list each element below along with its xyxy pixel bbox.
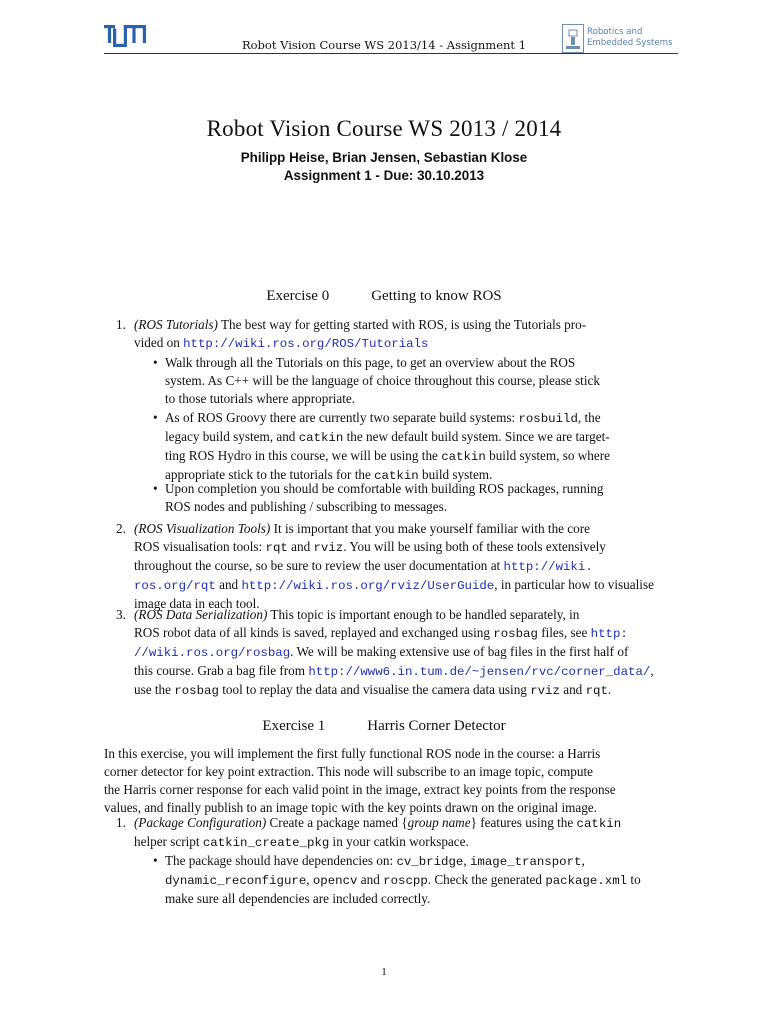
ex1-intro-line4: values, and finally publish to an image topic with the key points drawn on the original image.	[104, 800, 597, 815]
ex0-i2-line1	[134, 520, 677, 538]
ex0-i2-l2c: . You will be using both of these tools extensively	[343, 539, 606, 554]
ex0-i2-l2a: ROS visualisation tools:	[134, 539, 266, 554]
page-number: 1	[381, 966, 387, 978]
ex1-i1-l2a: helper script	[134, 834, 203, 849]
ex0-i3-line2	[134, 624, 677, 643]
rqt-link-part1[interactable]: http://wiki.	[503, 560, 593, 574]
bullet-icon: •	[153, 355, 158, 370]
ex1-b1-package-xml: package.xml	[545, 874, 628, 888]
ex1-item1-number: 1.	[116, 815, 126, 830]
ex1-b1-line3: make sure all dependencies are included correctly.	[165, 891, 431, 906]
bullet-icon: •	[153, 481, 158, 496]
ex0-b2-rosbuild: rosbuild	[518, 412, 578, 426]
ex1-b1-l2c: . Check the generated	[427, 872, 546, 887]
ex0-b2-catkin: catkin	[298, 431, 344, 445]
authors: Philipp Heise, Brian Jensen, Sebastian Klose	[240, 150, 528, 165]
ex0-i2-l2b: and	[287, 539, 314, 554]
running-title: Robot Vision Course WS 2013/14 - Assignment 1	[241, 38, 527, 52]
ex0-item1-bullet2	[165, 409, 677, 485]
ex1-b1-line2	[165, 871, 677, 890]
ex0-i2-line2	[134, 538, 677, 557]
ex1-i1-l1b: features using the	[476, 815, 577, 830]
ex1-i1-brace-open: {	[401, 815, 408, 830]
ex0-i2-line3	[134, 557, 677, 576]
ex1-b1-line1	[165, 852, 677, 871]
ex0-item1-bullet1	[165, 354, 677, 408]
ex1-i1-l2b: in your catkin workspace.	[329, 834, 469, 849]
ex0-b1-line3: to those tutorials where appropriate.	[165, 391, 356, 406]
ex0-i2-line5: image data in each tool.	[134, 596, 260, 611]
ex1-b1-l2d: to	[627, 872, 641, 887]
ex0-item1-number: 1.	[116, 317, 126, 332]
ex0-b2-line3	[165, 447, 677, 466]
ex0-i2-l3a: throughout the course, so be sure to review the user documentation at	[134, 558, 504, 573]
ex0-i3-l5c: and	[559, 682, 586, 697]
ex1-item1-topic: (Package Configuration)	[134, 815, 267, 830]
ex0-b2-catkin3: catkin	[374, 469, 419, 483]
ex1-b1-opencv: opencv	[312, 874, 358, 888]
ex0-item1-text	[134, 316, 677, 353]
ex1-i1-line1	[134, 814, 677, 833]
bullet-icon: •	[153, 853, 158, 868]
ex0-i2-l1: It is important that you make yourself familiar with the core	[270, 521, 591, 536]
ex0-b2-l2b: the new default build system. Since we are target-	[343, 429, 610, 444]
robot-icon	[562, 24, 584, 53]
ex0-i3-rqt: rqt	[585, 684, 608, 698]
ex0-item2-topic: (ROS Visualization Tools)	[134, 521, 271, 536]
header-rule	[104, 53, 678, 54]
ex0-i3-rosbag: rosbag	[493, 627, 538, 641]
ex1-b1-cv-bridge: cv_bridge	[396, 855, 464, 869]
ex0-i3-rosbag2: rosbag	[174, 684, 219, 698]
rviz-userguide-link[interactable]: http://wiki.ros.org/rviz/UserGuide	[241, 579, 495, 593]
ex0-b3-line1: Upon completion you should be comfortable with building ROS packages, running	[165, 481, 604, 496]
ex0-b2-l1a: As of ROS Groovy there are currently two separate build systems:	[165, 410, 519, 425]
ex1-b1-roscpp: roscpp	[383, 874, 428, 888]
corner-data-link[interactable]: http://www6.in.tum.de/~jensen/rvc/corner_data/	[308, 665, 651, 679]
ex1-b1-l2b: and	[357, 872, 384, 887]
ex1-i1-line2	[134, 833, 677, 852]
ex0-item3-number: 3.	[116, 607, 126, 622]
ex0-item1-bullet3	[165, 480, 677, 516]
ex0-item1-l2: vided on	[134, 335, 184, 350]
assignment-due: Assignment 1 - Due: 30.10.2013	[283, 168, 485, 183]
rosbag-link-part2[interactable]: //wiki.ros.org/rosbag	[134, 646, 291, 660]
ex0-i3-l4b: ,	[650, 663, 654, 678]
ex0-b2-l3b: build system, so where	[485, 448, 610, 463]
ex1-b1-l2a: ,	[306, 872, 313, 887]
ex0-i3-rviz: rviz	[530, 684, 560, 698]
ex1-i1-brace-close: }	[470, 815, 477, 830]
rqt-link-part2[interactable]: ros.org/rqt	[134, 579, 216, 593]
ex1-item1-text	[134, 814, 677, 852]
ex0-b2-line1	[165, 409, 677, 428]
ex0-i2-rqt: rqt	[265, 541, 288, 555]
ex0-i2-rviz: rviz	[313, 541, 344, 555]
ex0-b2-catkin2: catkin	[441, 450, 486, 464]
ex0-i3-l1: This topic is important enough to be handled separately, in	[267, 607, 580, 622]
ex0-item2-number: 2.	[116, 521, 126, 536]
ex0-i3-l5b: tool to replay the data and visualise the camera data using	[218, 682, 531, 697]
ex0-b2-l1b: , the	[577, 410, 601, 425]
ex0-item1-line2	[134, 334, 677, 353]
ex0-b2-l2a: legacy build system, and	[165, 429, 299, 444]
ros-tutorials-link[interactable]: http://wiki.ros.org/ROS/Tutorials	[183, 337, 429, 351]
ex0-i2-l4c: , in particular how to visualise	[494, 577, 654, 592]
ex1-b1-dynamic-reconfigure: dynamic_reconfigure	[165, 874, 307, 888]
ex0-item2-text	[134, 520, 677, 613]
chair-name	[587, 27, 672, 48]
ex0-b2-line2	[165, 428, 677, 447]
ex0-b2-l4a: appropriate stick to the tutorials for the	[165, 467, 375, 482]
chair-name-line1: Robotics and	[587, 27, 643, 37]
ex0-i3-l5d: .	[607, 682, 612, 697]
ex0-b1-line1: Walk through all the Tutorials on this page, to get an overview about the ROS	[165, 355, 576, 370]
ex0-i3-l5a: use the	[134, 682, 175, 697]
ex1-intro-line2: corner detector for key point extraction. This node will subscribe to an image topic, compute	[104, 764, 594, 779]
ex0-i3-line4	[134, 662, 677, 681]
rosbag-link-part1[interactable]: http:	[590, 627, 628, 641]
page-header	[0, 0, 768, 60]
exercise-1-heading	[0, 718, 768, 735]
ex1-i1-catkin: catkin	[576, 817, 622, 831]
ex1-intro	[104, 745, 678, 817]
ex0-b2-l4b: build system.	[418, 467, 493, 482]
ex0-item1-topic: (ROS Tutorials)	[134, 317, 218, 332]
document-title: Robot Vision Course WS 2013 / 2014	[206, 116, 562, 141]
ex1-intro-line3: the Harris corner response for each valid point in the image, extract key points from the response	[104, 782, 616, 797]
ex0-i3-line1	[134, 606, 677, 624]
ex0-i3-l2b: files, see	[537, 625, 591, 640]
ex0-i2-l4b: and	[215, 577, 242, 592]
ex0-item3-topic: (ROS Data Serialization)	[134, 607, 268, 622]
ex1-i1-l1a: Create a package named	[266, 815, 402, 830]
ex0-item3-text	[134, 606, 677, 700]
ex1-item1-bullet1	[165, 852, 677, 908]
bullet-icon: •	[153, 410, 158, 425]
ex0-b2-l3a: ting ROS Hydro in this course, we will be using the	[165, 448, 442, 463]
exercise-0-heading	[0, 288, 768, 305]
ex1-b1-l1a: The package should have dependencies on:	[165, 853, 397, 868]
ex1-b1-l1c: ,	[581, 853, 585, 868]
exercise-0-title: Getting to know ROS	[371, 288, 502, 304]
ex0-i3-line3	[134, 643, 677, 662]
ex0-i3-l3b: . We will be making extensive use of bag files in the first half of	[290, 644, 629, 659]
exercise-0-label: Exercise 0	[266, 288, 330, 304]
ex1-intro-line1: In this exercise, you will implement the first fully functional ROS node in the course: a Harris	[104, 746, 601, 761]
chair-name-line2: Embedded Systems	[587, 37, 673, 48]
ex0-b1-line2: system. As C++ will be the language of choice throughout this course, please stick	[165, 373, 600, 388]
ex0-item1-line1	[134, 316, 677, 334]
chair-logo	[562, 24, 672, 52]
ex0-i3-l4a: this course. Grab a bag file from	[134, 663, 309, 678]
ex0-b3-line2: ROS nodes and publishing / subscribing to messages.	[165, 499, 448, 514]
ex1-i1-create-pkg: catkin_create_pkg	[202, 836, 330, 850]
ex1-i1-group-name: group name	[407, 815, 471, 830]
ex0-i2-line4	[134, 576, 677, 595]
ex0-i3-l2a: ROS robot data of all kinds is saved, replayed and exchanged using	[134, 625, 494, 640]
ex0-i3-line5	[134, 681, 677, 700]
exercise-1-title: Harris Corner Detector	[367, 718, 506, 734]
exercise-1-label: Exercise 1	[262, 718, 326, 734]
ex1-b1-l1b: ,	[463, 853, 470, 868]
ex1-b1-image-transport: image_transport	[469, 855, 582, 869]
ex0-item1-l1: The best way for getting started with ROS, is using the Tutorials pro-	[217, 317, 587, 332]
